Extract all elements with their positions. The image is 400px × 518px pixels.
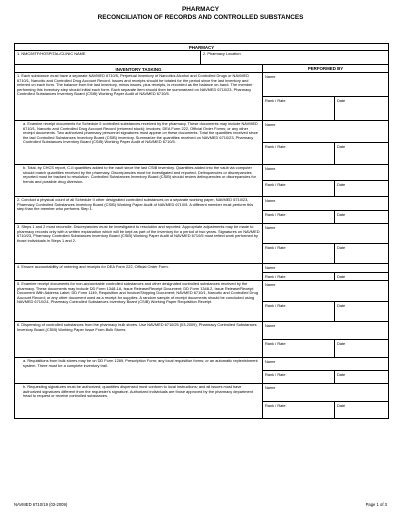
task-row [15, 164, 388, 196]
performed-by-block [263, 358, 388, 383]
date-field[interactable]: Date [337, 273, 346, 279]
performed-by-header: PERFORMED BY [307, 66, 344, 71]
performed-by-block [263, 197, 388, 223]
section-header: PHARMACY [188, 45, 215, 50]
name-label: Name [265, 385, 276, 390]
performed-by-block [263, 73, 388, 120]
rank-date-row [263, 243, 388, 263]
name-field[interactable] [263, 281, 388, 301]
task-text: 5. Examine receipt documents for non-accountable controlled substances and other designated controlled substances received by the pharmacy. These documents may include DD Form 1348-1A, Issue Release/Receipt Document; DD Form 1348-2, Issue Release/Receipt Document With Address Label; DD Form 1149, Requisition and Invoice/Shipping Document; NAVMED 6710/1, Narcotic and Controlled Drug Account Record; or any other document used as a receipt for supplies. A random sample of receipt documents should be concluded using NAVMED 6710/24, Pharmacy Controlled Substances Inventory Board (CSIB) Working Paper Requisition Receipt. [15, 281, 263, 321]
performed-by-block [263, 165, 388, 196]
rank-rate-field[interactable]: Rank / Rate [263, 302, 335, 322]
task-text: 6. Dispensing of controlled substances from the pharmacy bulk stores. Use NAVMED 6710/25 (03-2009), Pharmacy Controlled Substances Inventory Board (CSIB) Working Paper Issue From Bulk Stores [15, 322, 263, 357]
inventory-tasking-header: INVENTORY TASKING [15, 65, 263, 72]
rank-date-row [263, 401, 388, 419]
rank-rate-field[interactable]: Rank / Rate [263, 371, 335, 383]
name-field[interactable] [263, 165, 388, 180]
task-text: b. Total, by CHCS report, C-II quantities added to the vault since the last CSIB inventory. Quantities added into the vault via computer should match quantities received by the pharmacy. Discrepancies must be investigated and reported. Delinquencies or discrepancies reported must be tracked to resolution. Controlled Substances Inventory Board (CSIB) should review delinquencies or discrepancies for trends and possible drug diversion. [15, 165, 263, 196]
task-row [15, 223, 388, 263]
task-text: a. Examine receipt documents for Schedule II controlled substances received by the pharmacy. These documents may include NAVMED 6710/1, Narcotic and Controlled Drug Account Record (returned stock); invoices; DEA Form 222, Official Order Forms; or any other receipt documents. Two authorized pharmacy personnel signatures must appear on these documents. Total the quantities received since the last Controlled Substances Inventory Board (CSIB) inventory. Summarize the quantities received on NAVMED 6710/23, Pharmacy Controlled Substances Inventory Board (CSIB) Working Paper Audit of NAVMED 6710/5. [15, 121, 263, 164]
form-number: NAVMED 6710/19 (03-2009) [14, 502, 68, 507]
name-label: Name [265, 323, 276, 328]
name-field[interactable] [263, 384, 388, 401]
task-text: 1. Each substance must have a separate NAVMED 6710/5, Perpetual Inventory of Narcotics Alcohol and Controlled Drugs or NAVMED 6710/1, Narcotic and Controlled Drug Account Record. Issues and receipts should be totaled for the period since the last inventory and entered on each form. The balance from the last inventory, minus issues, plus receipts, is recorded as the balance on-hand. The member performing this inventory step should initial each form. Each separate item should then be summarized on NAVMED 6710/23, Pharmacy Controlled Substances Inventory Board (CSIB) Working Paper Audit of NAVMED 6710/5. [15, 73, 263, 120]
name-field[interactable] [263, 358, 388, 370]
task-text: 3. Steps 1 and 2 must reconcile. Discrepancies must be investigated to resolution and reported. Appropriate adjustments may be made to pharmacy records only with a written explanation which will be kept as part of the inventory for a period of two years. Signatures on NAVMED 6710/23, Pharmacy Controlled Substances Inventory Board (CSIB) Working Paper Audit of NAVMED 6710/5 must reflect work performed by those individuals in Steps 1 and 2. [15, 224, 263, 263]
name-field[interactable] [263, 224, 388, 243]
rank-rate-field[interactable]: Rank / Rate [263, 402, 335, 419]
name-label: Name [265, 166, 276, 171]
name-field[interactable] [263, 264, 388, 272]
name-label: Name [265, 225, 276, 230]
rank-date-row [263, 96, 388, 120]
name-field[interactable] [263, 322, 388, 339]
task-text: b. Requesting signatures must be authorized; quantities dispensed must conform to local instructions; and all issues must have authorized signatures different from the requester's signature. Authorized individuals are those approved by the pharmacy department head to request or receive controlled substances. [15, 384, 263, 418]
pharmacy-location-field[interactable] [201, 51, 388, 64]
performed-by-block [263, 281, 388, 321]
rank-rate-field[interactable]: Rank / Rate [263, 211, 335, 224]
rank-date-row [263, 301, 388, 322]
date-field[interactable]: Date [337, 98, 346, 103]
rank-date-row [263, 272, 388, 281]
task-text: 2. Conduct a physical count of all Schedule II other designated controlled substances on a separate working paper, NAVMED 6710/23, Pharmacy Controlled Substances Inventory Board (CSIB) Working Paper Audit of NAVMED 6710/5. A different member must perform this step than the member who performs Step 1. [15, 197, 263, 223]
task-row [15, 357, 388, 383]
name-field[interactable] [263, 197, 388, 210]
rank-rate-field[interactable]: Rank / Rate [263, 244, 335, 263]
task-row [15, 263, 388, 280]
date-field[interactable]: Date [337, 245, 346, 250]
task-row [15, 321, 388, 357]
rank-date-row [263, 339, 388, 357]
date-field[interactable]: Date [337, 372, 346, 377]
task-text: a. Requisitions from bulk stores may be on DD Form 1289, Prescription Form; any local requisition forms; or an automatic replenishment system. There must be a complete inventory trail. [15, 358, 263, 383]
name-field[interactable] [263, 73, 388, 96]
rank-rate-field[interactable]: Rank / Rate [263, 143, 335, 164]
pharmacy-location-label: 2. Pharmacy Location [203, 51, 241, 56]
performed-by-block [263, 384, 388, 418]
facility-name-field[interactable] [15, 51, 201, 64]
task-row [15, 196, 388, 223]
task-grid [14, 72, 389, 419]
date-field[interactable]: Date [337, 302, 346, 308]
rank-date-row [263, 142, 388, 164]
date-field[interactable]: Date [337, 211, 346, 217]
name-label: Name [265, 198, 276, 203]
name-label: Name [265, 74, 276, 79]
form-title: PHARMACY [182, 6, 219, 13]
form-page [14, 6, 387, 21]
facility-name-label: 1. NMC/MTF/HOSPITAL/CLINIC NAME [17, 51, 86, 56]
rank-date-row [263, 210, 388, 224]
name-label: Name [265, 122, 276, 127]
page-number: Page 1 of 3 [365, 502, 387, 507]
rank-rate-field[interactable]: Rank / Rate [263, 273, 335, 281]
rank-date-row [263, 370, 388, 383]
rank-rate-field[interactable]: Rank / Rate [263, 97, 335, 120]
performed-by-block [263, 224, 388, 263]
name-label: Name [265, 265, 276, 270]
date-field[interactable]: Date [337, 341, 346, 346]
rank-date-row [263, 180, 388, 196]
performed-by-block [263, 322, 388, 357]
performed-by-block [263, 264, 388, 280]
task-row [15, 280, 388, 321]
rank-rate-field[interactable]: Rank / Rate [263, 340, 335, 357]
task-row [15, 120, 388, 164]
form-footer [14, 502, 387, 507]
task-row [15, 383, 388, 419]
name-field[interactable] [263, 121, 388, 142]
task-row [15, 72, 388, 120]
date-field[interactable]: Date [337, 402, 346, 408]
name-label: Name [265, 282, 276, 287]
header-grid [14, 43, 389, 72]
name-label: Name [265, 359, 276, 364]
rank-rate-field[interactable]: Rank / Rate [263, 181, 335, 196]
date-field[interactable]: Date [337, 182, 346, 187]
date-field[interactable]: Date [337, 144, 346, 149]
task-text: 4. Ensure accountability of ordering and receipts for DEA Form 222, Official Order Form. [15, 264, 263, 280]
performed-by-block [263, 121, 388, 164]
form-subtitle: RECONCILIATION OF RECORDS AND CONTROLLED SUBSTANCES [97, 13, 304, 21]
